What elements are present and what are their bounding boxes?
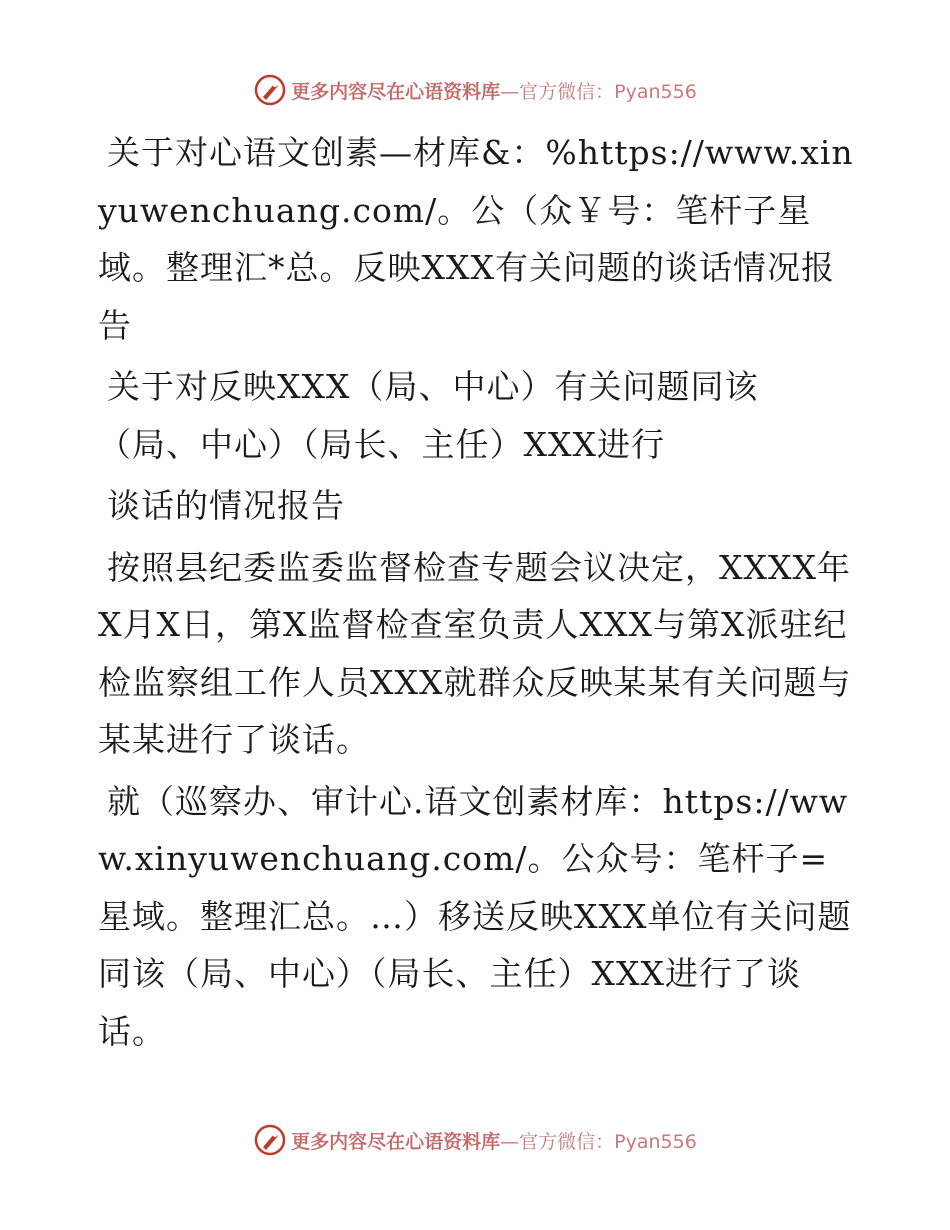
watermark-tail: 官方微信：Pyan556 [519, 1130, 697, 1153]
paragraph-title: 关于对心语文创素—材库&：%https://www.xinyuwenchuang.com/。公（众￥号：笔杆子星域。整理汇*总。反映XXX有关问题的谈话情况报告 [98, 133, 854, 345]
paragraph-subtitle: 关于对反映XXX（局、中心）有关问题同该（局、中心）（局长、主任）XXX进行 [98, 367, 759, 464]
header-watermark [0, 70, 950, 110]
pen-nib-icon [253, 1123, 287, 1157]
footer-watermark [0, 1120, 950, 1160]
watermark-tail: 官方微信：Pyan556 [519, 80, 697, 103]
paragraph-subtitle-cont: 谈话的情况报告 [107, 486, 345, 525]
watermark-separator: — [500, 1130, 520, 1153]
watermark-lead: 更多内容尽在心语资料库 [291, 1130, 501, 1153]
watermark-separator: — [500, 80, 520, 103]
document-body [98, 124, 858, 1064]
watermark-text [291, 77, 697, 104]
paragraph-body-1: 按照县纪委监委监督检查专题会议决定，XXXX年X月X日，第X监督检查室负责人XXX与第X派驻纪检监察组工作人员XXX就群众反映某某有关问题与某某进行了谈话。 [98, 547, 852, 759]
watermark-lead: 更多内容尽在心语资料库 [291, 80, 501, 103]
pen-nib-icon [253, 73, 287, 107]
paragraph-body-2: 就（巡察办、审计心.语文创素材库：https://www.xinyuwenchuang.com/。公众号：笔杆子=星域。整理汇总。…）移送反映XXX单位有关问题同该（局、中心）（局长、主任）XXX进行了谈话。 [98, 781, 852, 1051]
watermark-text [291, 1127, 697, 1154]
